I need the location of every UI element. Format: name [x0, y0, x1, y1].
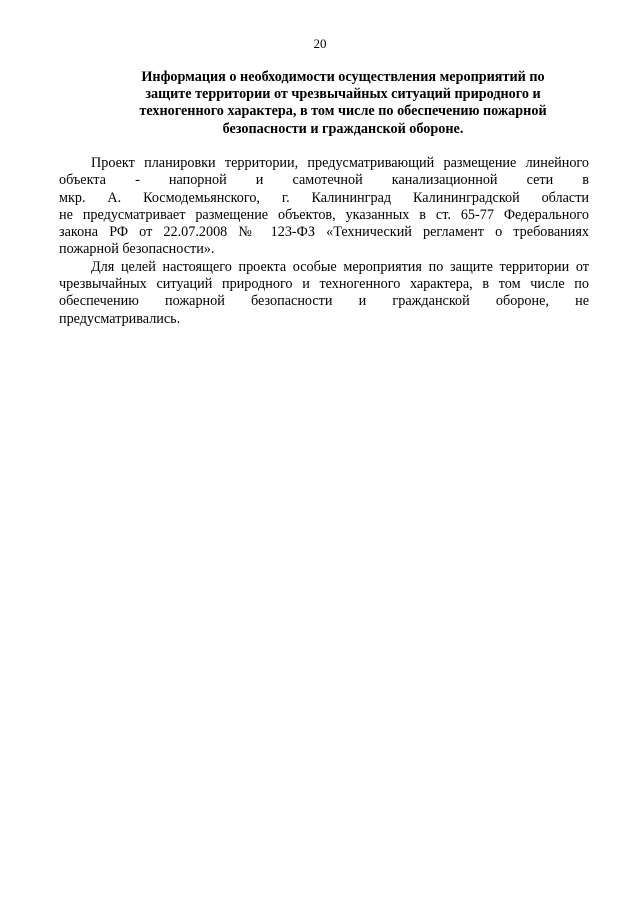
paragraph-line: Для целей настоящего проекта особые мероприятия по защите территории от	[91, 258, 589, 275]
page-number: 20	[313, 36, 327, 51]
paragraph-line: объекта - напорной и самотечной канализационной сети в	[59, 172, 589, 189]
paragraph-special-measures	[59, 259, 589, 328]
paragraph-line: чрезвычайных ситуаций природного и техногенного характера, в том числе по	[59, 276, 589, 293]
heading-line: техногенного характера, в том числе по обеспечению пожарной	[139, 103, 547, 120]
paragraph-line: мкр. А. Космодемьянского, г. Калининград Калининградской области	[59, 189, 589, 206]
paragraph-line: пожарной безопасности».	[59, 241, 215, 258]
paragraph-line: закона РФ от 22.07.2008 № 123-ФЗ «Технический регламент о требованиях	[59, 224, 589, 241]
heading-line: Информация о необходимости осуществления мероприятий по	[141, 69, 545, 85]
paragraph-line: не предусматривает размещение объектов, указанных в ст. 65-77 Федерального	[59, 206, 589, 223]
paragraph-line: обеспечению пожарной безопасности и гражданской обороне, не	[59, 293, 589, 310]
section-heading	[88, 69, 598, 138]
paragraph-project-scope	[59, 155, 589, 259]
body-text	[59, 155, 589, 328]
paragraph-line: предусматривались.	[59, 310, 181, 327]
paragraph-line: Проект планировки территории, предусматривающий размещение линейного	[91, 155, 589, 171]
heading-line: безопасности и гражданской обороне.	[222, 120, 464, 137]
heading-line: защите территории от чрезвычайных ситуаций природного и	[145, 86, 541, 103]
